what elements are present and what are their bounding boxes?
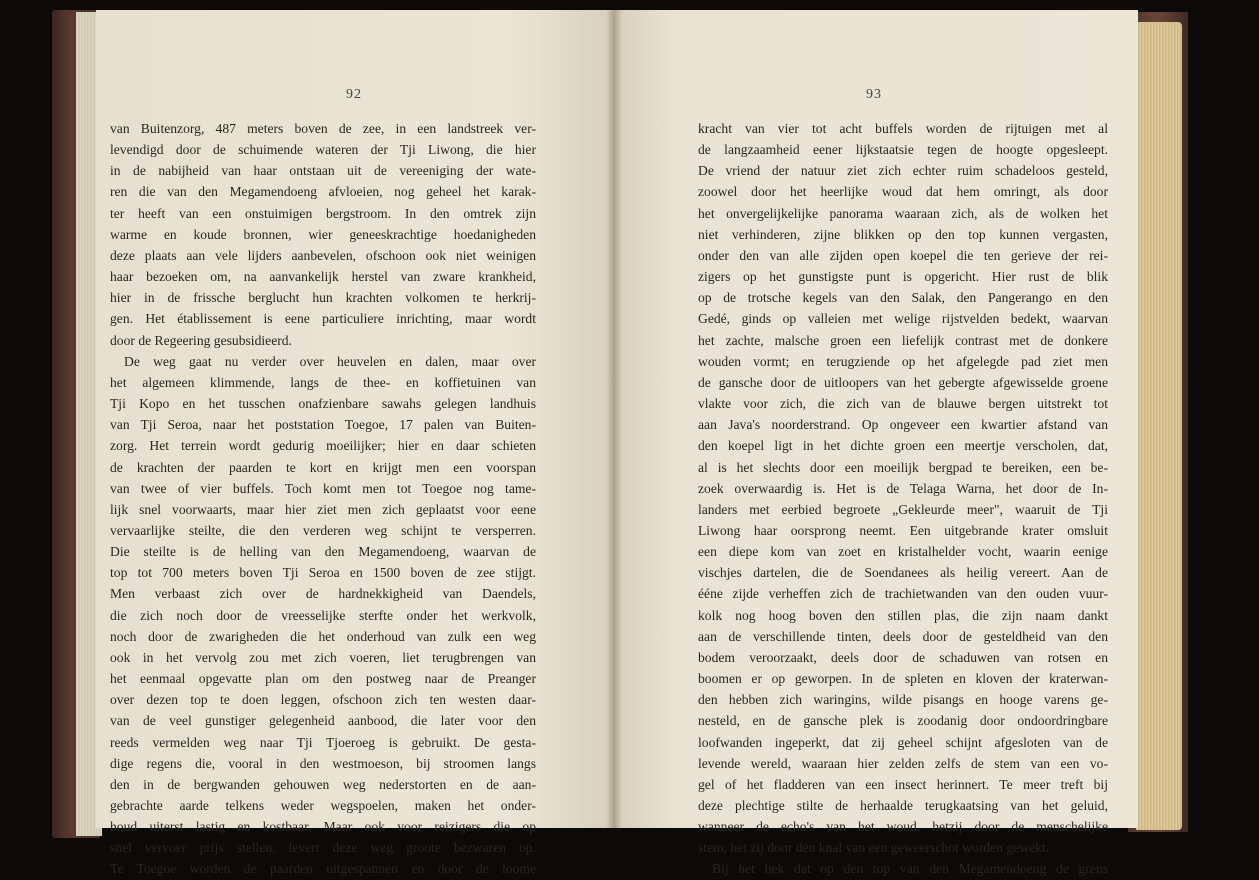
text-line: wanneer de echo's van het woud, hetzij door de menschelijke (698, 819, 1108, 835)
text-line: Die steilte is de helling van den Megamendoeng, waarvan de (110, 544, 536, 560)
text-line: deze plechtige stilte de herhaalde terugkaatsing van het geluid, (698, 798, 1108, 813)
text-line: de gansche door de uitloopers van het gebergte afgewisselde groene (698, 374, 1108, 390)
text-line: boomen er op geworpen. In de spleten en kloven der kraterwan- (698, 671, 1108, 687)
text-line: De weg gaat nu verder over heuvelen en dalen, maar over (124, 353, 536, 369)
text-line: Tji Kopo en het tusschen onafzienbare sawahs gelegen landhuis (110, 396, 536, 412)
text-line: een diepe kom van zoet en kristalhelder vocht, waarin eenige (698, 544, 1108, 560)
text-line: zoowel door het heerlijke woud dat hem omringt, als door (698, 184, 1108, 200)
text-line: noch door de zwarigheden die het onderhoud van zulk een weg (110, 628, 536, 644)
text-line: dige regens die, vooral in den westmoeson, bij stroomen langs (110, 755, 536, 771)
text-line: van Buitenzorg, 487 meters boven de zee, in een landstreek ver- (110, 121, 536, 136)
text-line: over dezen top te doen leggen, ofschoon zich ten westen daar- (110, 692, 536, 708)
text-line: den hebben zich waringins, wilde pisangs en hooge varens ge- (698, 692, 1108, 708)
book-gutter (606, 10, 622, 828)
right-page-stack (1136, 22, 1182, 830)
text-line: aan de verschillende tinten, deels door de gesteldheid van den (698, 628, 1108, 644)
text-line: haar bezoeken om, na aanvankelijk herstel van zware krankheid, (110, 269, 536, 285)
text-line: Bij het hek dat op den top van den Megamendoeng de grens (712, 861, 1108, 877)
text-line: snel vervoer prijs stellen, levert deze weg groote bezwaren op. (110, 840, 536, 856)
text-line: levende wereld, waaraan hier zelden zelfs de stem van een vo- (698, 755, 1108, 771)
text-line: nesteld, en de gansche plek is zoodanig door ondoordringbare (698, 713, 1108, 729)
text-line: vervaarlijke steilte, die den verderen weg schijnt te versperren. (110, 522, 536, 538)
text-line: lijk snel voorwaarts, maar hier ziet men zich geplaatst voor eene (110, 501, 536, 517)
right-page (614, 10, 1138, 877)
right-page-text (698, 118, 1108, 880)
text-line: die zich noch door de vreesselijke sterfte onder het werkvolk, (110, 607, 536, 623)
text-line: ter heeft van een onstuimigen bergstroom. In den omtrek zijn (110, 205, 536, 221)
text-line: niet verhinderen, zijne blikken op den top kunnen vergasten, (698, 226, 1108, 242)
text-line: het zachte, malsche groen een liefelijk contrast met de donkere (698, 332, 1108, 348)
text-line: den koepel ligt in het dichte groen een meertje verscholen, dat, (698, 438, 1108, 454)
text-line: wouden vormt; en terugziende op het afgelegde pad ziet men (698, 353, 1108, 369)
text-line: den in de bergwanden gehouwen weg nederstorten en de aan- (110, 776, 536, 792)
text-line: door de Regeering gesubsidieerd. (110, 332, 292, 348)
text-line: ren die van den Megamendoeng afvloeien, nog geheel het karak- (110, 184, 536, 200)
text-line: Liwong haar oorsprong neemt. Een uitgebrande krater omsluit (698, 522, 1108, 538)
text-line: Te Toegoe worden de paarden uitgespannen en door de loome (110, 861, 536, 877)
text-line: van twee of vier buffels. Toch komt men tot Toegoe nog tame- (110, 480, 536, 496)
text-line: het onvergelijkelijke panorama waaraan zich, als de wolken het (698, 205, 1108, 221)
text-line: in de nabijheid van haar ontstaan uit de vereeniging der wate- (110, 163, 536, 179)
text-line: het eenmaal opgevatte plan om den postweg naar de Preanger (110, 671, 536, 687)
text-line: vischjes dartelen, die de Soendanees als heilig vereert. Aan de (698, 565, 1108, 581)
text-line: bodem veroorzaakt, deels door de schaduwen van rotsen en (698, 649, 1108, 665)
text-line: zorg. Het terrein wordt gedurig moeilijker; hier en daar schieten (110, 438, 536, 454)
right-page-number: 93 (866, 87, 882, 102)
text-line: stem, het zij door den knal van een geweerschot worden gewekt. (698, 840, 1050, 856)
text-line: gen. Het établissement is eene particuliere inrichting, maar wordt (110, 311, 536, 327)
left-page-text (110, 118, 536, 880)
text-line: van Tji Seroa, naar het poststation Toegoe, 17 palen van Buiten- (110, 417, 536, 433)
text-line: kracht van vier tot acht buffels worden de rijtuigen met al (698, 121, 1108, 136)
text-line: aan Java's noorderstrand. Op ongeveer een kwartier afstand van (698, 417, 1108, 433)
text-line: landers met eerbied begroete „Gekleurde meer", waaruit de Tji (698, 501, 1108, 517)
text-line: levendigd door de schuimende wateren der Tji Liwong, die hier (110, 142, 536, 158)
text-line: deze plaats aan vele lijders aanbevelen, ofschoon ook niet weinigen (110, 247, 536, 263)
text-line: het algemeen klimmende, langs de thee- en koffietuinen van (110, 374, 536, 390)
left-page-number: 92 (346, 87, 362, 102)
text-line: ééne zijde verheffen zich de trachietwanden van den ouden vuur- (698, 586, 1108, 602)
text-line: top tot 700 meters boven Tji Seroa en 1500 boven de zee stijgt. (110, 565, 536, 581)
left-page (96, 10, 614, 877)
text-line: hier in de frissche berglucht hun krachten volkomen te herkrij- (110, 290, 536, 306)
text-line: zigers op het gunstigste punt is opgericht. Hier rust de blik (698, 269, 1108, 285)
text-line: gebrachte aarde telkens weder wegspoelen, maken het onder- (110, 798, 536, 813)
text-line: onder den van alle zijden open koepel die ten gerieve der rei- (698, 247, 1108, 263)
text-line: zoek overwaardig is. Het is de Telaga Warna, het door de In- (698, 480, 1108, 496)
text-line: Men verbaast zich over de hardnekkigheid van Daendels, (110, 586, 536, 602)
text-line: van de veel gunstiger gelegenheid aanbood, die later voor den (110, 713, 536, 729)
text-line: kolk nog hoog boven den stillen plas, die zijn naam dankt (698, 607, 1108, 623)
text-line: reeds vermelden weg naar Tji Tjoeroeg is gebruikt. De gesta- (110, 734, 536, 750)
text-line: al is het slechts door een moeilijk bergpad te bereiken, een be- (698, 459, 1108, 475)
text-line: de krachten der paarden te kort en krijgt men een voorspan (110, 459, 536, 475)
text-line: de langzaamheid eener lijkstaatsie tegen de hoogte opgesleept. (698, 142, 1108, 158)
text-line: ook in het vervolg zou met zich voeren, liet terugbrengen van (110, 649, 536, 665)
text-line: loofwanden ingeperkt, dat zij geheel schijnt afgesloten van de (698, 734, 1108, 750)
text-line: houd uiterst lastig en kostbaar. Maar ook voor reizigers die op (110, 819, 536, 835)
text-line: De vriend der natuur ziet zich echter ruim schadeloos gesteld, (698, 163, 1108, 179)
text-line: op de trotsche kegels van den Salak, den Pangerango en den (698, 290, 1108, 306)
text-line: Gedé, ginds op valleien met welige rijstvelden bedekt, waarvan (698, 311, 1108, 327)
text-line: warme en koude bronnen, wier geneeskrachtige hoedanigheden (110, 226, 536, 242)
text-line: vlakte voor zich, die zich van de blauwe bergen uitstrekt tot (698, 396, 1108, 412)
text-line: gel of het fladderen van een insect herinnert. Te meer treft bij (698, 776, 1108, 792)
